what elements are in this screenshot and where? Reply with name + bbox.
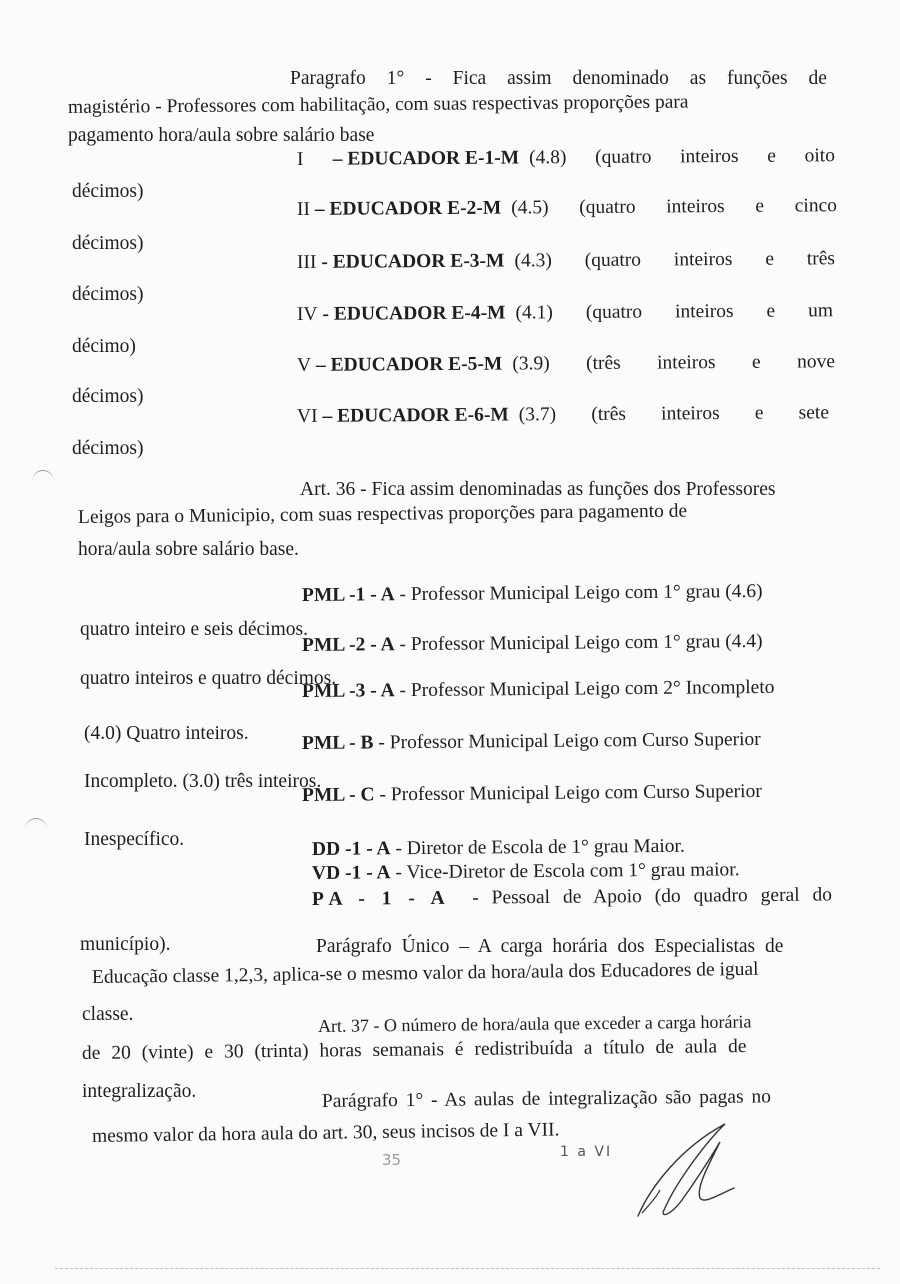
pml-item (302, 676, 775, 704)
educador-ratio (511, 194, 837, 220)
pml-continuation: quatro inteiro e seis décimos. (80, 619, 308, 640)
educador-tail: décimos) (72, 386, 144, 407)
margin-mark (25, 818, 47, 841)
word: e (751, 351, 761, 373)
educador-ratio (515, 299, 833, 325)
word: (quatro (584, 249, 642, 271)
word: (4.8) (528, 147, 567, 169)
educador-dash: – (317, 405, 338, 427)
educador-numeral: V (296, 354, 312, 376)
educador-numeral: I (296, 148, 304, 170)
word: funções (726, 68, 788, 89)
word: oito (804, 145, 836, 167)
paragraph-1b-line-1: Parágrafo 1° - As aulas de integralização são pagas no (321, 1086, 772, 1112)
educador-ratio (514, 247, 835, 273)
educador-item (297, 299, 833, 327)
educador-code (297, 353, 502, 378)
educador-ratio (512, 350, 835, 376)
educador-tail: décimos) (72, 438, 144, 459)
art36-line-3: hora/aula sobre salário base. (78, 539, 299, 560)
educador-code (297, 250, 505, 275)
signature-icon (630, 1118, 740, 1223)
word: (4.5) (511, 197, 549, 219)
vd-code: VD -1 - A (311, 862, 391, 884)
pa-code: PA - 1 - A (311, 887, 451, 910)
vd-text: - Vice-Diretor de Escola com 1° grau maior. (390, 859, 740, 884)
word: inteiros (680, 145, 739, 168)
word: (4.1) (515, 302, 553, 324)
educador-tail: décimo) (72, 336, 136, 357)
educador-title: EDUCADOR E-2-M (329, 197, 502, 220)
pml-item (302, 580, 763, 608)
educador-item (297, 401, 829, 429)
word: (três (585, 352, 621, 374)
pml-item (302, 728, 761, 756)
educador-numeral: II (296, 198, 311, 220)
word: cinco (794, 195, 838, 217)
word: e (755, 195, 765, 217)
pml-code: PML -1 - A (301, 584, 395, 606)
paragraph-1-line-3: pagamento hora/aula sobre salário base (68, 125, 375, 146)
educador-item (297, 144, 835, 172)
educador-numeral: VI (296, 405, 318, 427)
unico-line-1: Parágrafo Único – A carga horária dos Especialistas de (316, 936, 784, 957)
word: (quatro (585, 301, 643, 323)
educador-ratio (529, 144, 835, 170)
art37-line-2: de 20 (vinte) e 30 (trinta) horas semanais é redistribuída a título de aula de (81, 1036, 747, 1064)
educador-code (297, 197, 501, 222)
pa-line (312, 883, 832, 912)
educador-title: EDUCADOR E-6-M (337, 404, 509, 427)
educador-title: EDUCADOR E-4-M (333, 302, 506, 325)
word: Paragrafo (290, 68, 366, 89)
educador-tail: décimos) (72, 284, 144, 305)
paragraph-1-line-2: magistério - Professores com habilitação, com suas respectivas proporções para (67, 91, 689, 118)
educador-item (297, 350, 835, 378)
handwritten-note-right: 1 a VI (560, 1144, 613, 1160)
pml-continuation: (4.0) Quatro inteiros. (84, 723, 249, 744)
unico-line-3: classe. (82, 1004, 134, 1025)
educador-code (297, 302, 506, 327)
educador-numeral: III (296, 251, 317, 273)
dd-line (312, 835, 685, 862)
word: (3.7) (518, 404, 557, 426)
word: Fica (452, 68, 487, 89)
educador-tail: décimos) (72, 233, 144, 254)
educador-code (297, 404, 509, 429)
word: (quatro (579, 196, 636, 219)
paragraph-1b-line-2: mesmo valor da hora aula do art. 30, seus incisos de I a VII. (91, 1119, 560, 1147)
word: (três (591, 403, 627, 425)
pml-continuation: Incompleto. (3.0) três inteiros. (84, 771, 322, 792)
educador-title: EDUCADOR E-1-M (347, 147, 520, 170)
word: e (765, 248, 775, 270)
educador-dash: - (317, 303, 334, 325)
word: inteiros (661, 403, 720, 425)
margin-mark (32, 470, 54, 493)
word: sete (798, 402, 830, 424)
pml-code: PML - B (301, 732, 374, 754)
pml-continuation: Inespecífico. (84, 829, 185, 850)
educador-numeral: IV (296, 303, 318, 325)
pml-item (302, 780, 762, 808)
word: e (767, 145, 776, 167)
paragraph-1-line-1 (290, 67, 827, 91)
word: denominado (572, 68, 669, 89)
word: e (754, 402, 764, 424)
word: de (808, 68, 827, 89)
pml-item (302, 630, 763, 658)
word: e (766, 300, 776, 322)
educador-tail: décimos) (72, 181, 144, 202)
art36-line-1: Art. 36 - Fica assim denominadas as funções dos Professores (300, 479, 776, 500)
word: assim (507, 68, 552, 89)
pml-text: - Professor Municipal Leigo com Curso Superior (373, 728, 761, 754)
educador-dash: – (303, 148, 348, 170)
pml-continuation: quatro inteiros e quatro décimos. (80, 668, 337, 689)
educador-dash: – (311, 354, 331, 376)
word: inteiros (673, 248, 733, 271)
pml-code: PML - C (301, 784, 375, 806)
word: - (425, 68, 432, 89)
pa-continuation: município). (80, 934, 171, 955)
art36-line-2: Leigos para o Municipio, com suas respectivas proporções para pagamento de (77, 500, 688, 528)
educador-title: EDUCADOR E-3-M (332, 250, 505, 273)
pml-text: - Professor Municipal Leigo com 2° Incompleto (394, 676, 775, 702)
art37-line-3: integralização. (82, 1081, 197, 1102)
vd-line (312, 858, 740, 886)
pml-text: - Professor Municipal Leigo com 1° grau (4.6) (394, 580, 763, 606)
pa-text: - Pessoal de Apoio (do quadro geral do (472, 884, 833, 909)
educador-item (297, 247, 835, 275)
word: um (807, 300, 834, 322)
educador-code (297, 146, 519, 172)
educador-dash: – (309, 198, 330, 220)
educador-title: EDUCADOR E-5-M (330, 353, 503, 376)
word: três (806, 248, 836, 270)
word: inteiros (657, 352, 716, 374)
handwritten-note-left: 35 (382, 1151, 402, 1169)
unico-line-2: Educação classe 1,2,3, aplica-se o mesmo valor da hora/aula dos Educadores de igual (91, 958, 759, 988)
educador-item (297, 194, 837, 222)
pml-text: - Professor Municipal Leigo com 1° grau (4.4) (394, 630, 763, 656)
bottom-rule (55, 1268, 880, 1269)
word: (4.3) (514, 250, 552, 272)
word: 1° (386, 68, 405, 89)
word: (3.9) (512, 353, 550, 375)
word: nove (796, 351, 836, 373)
word: inteiros (674, 300, 734, 323)
dd-text: - Diretor de Escola de 1° grau Maior. (390, 835, 685, 860)
pml-code: PML -2 - A (301, 634, 395, 656)
dd-code: DD -1 - A (311, 838, 391, 860)
pml-text: - Professor Municipal Leigo com Curso Superior (374, 780, 762, 806)
pml-code: PML -3 - A (301, 680, 395, 702)
educador-dash: - (316, 251, 333, 273)
word: inteiros (666, 196, 725, 218)
educador-ratio (519, 401, 829, 427)
word: (quatro (595, 146, 652, 168)
art37-line-1: Art. 37 - O número de hora/aula que exceder a carga horária (317, 1011, 752, 1036)
word: as (689, 68, 707, 89)
